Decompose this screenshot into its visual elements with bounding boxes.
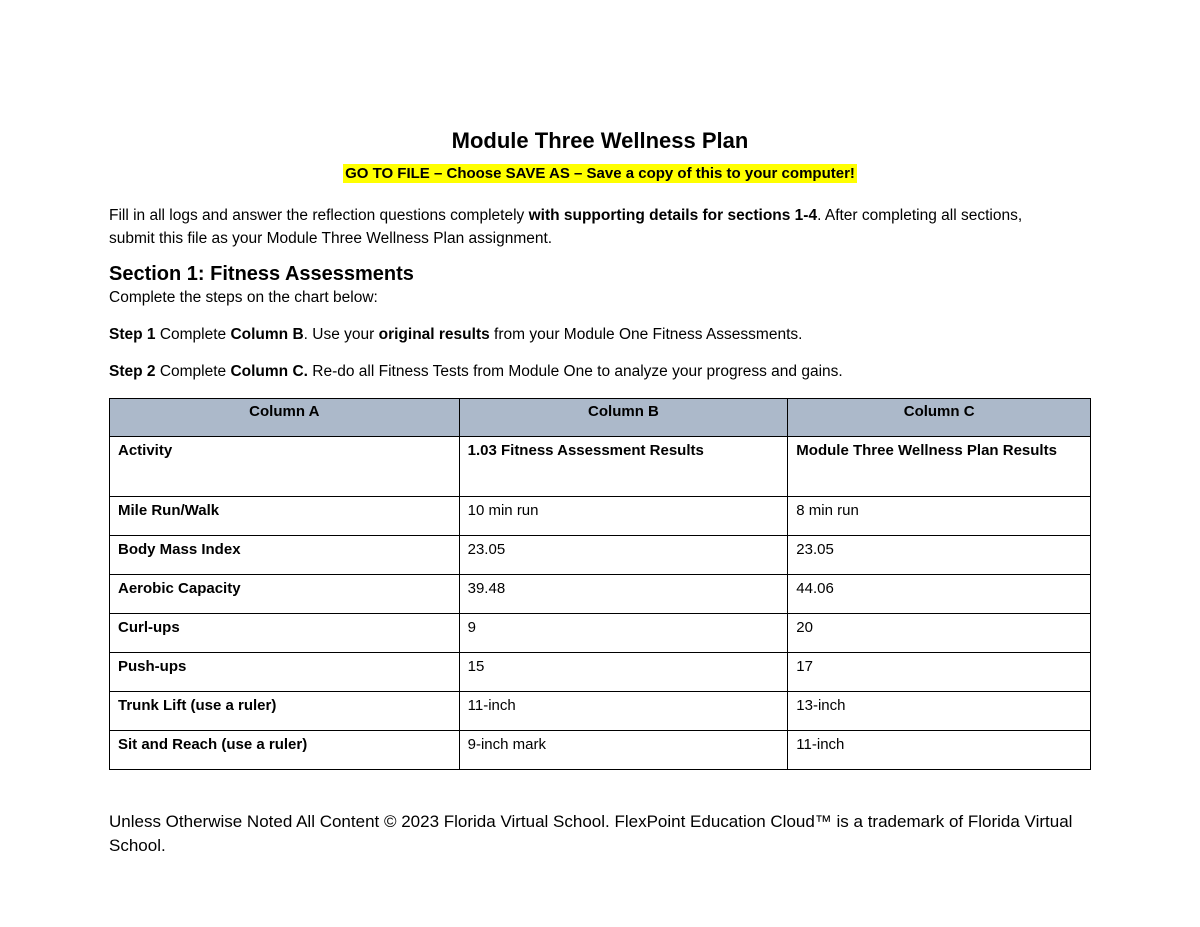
column-b-subheader: 1.03 Fitness Assessment Results [459, 437, 788, 497]
step-1-text-2: . Use your [303, 326, 379, 343]
save-instruction-banner-wrap [0, 165, 1200, 183]
table-row [110, 536, 1091, 575]
column-b-header: Column B [459, 399, 788, 437]
table-row [110, 614, 1091, 653]
step-1-text-1: Complete [155, 326, 231, 343]
column-c-cell[interactable]: 44.06 [788, 575, 1091, 614]
step-2-instruction [109, 363, 843, 381]
step-1-instruction [109, 326, 802, 344]
fitness-results-table [109, 398, 1091, 770]
column-a-header: Column A [110, 399, 460, 437]
save-instruction-banner: GO TO FILE – Choose SAVE AS – Save a copy of this to your computer! [345, 165, 855, 182]
section-1-heading: Section 1: Fitness Assessments [109, 263, 414, 285]
step-1-text-3: from your Module One Fitness Assessments. [489, 326, 803, 343]
activity-cell[interactable]: Push-ups [110, 653, 460, 692]
column-c-cell[interactable]: 13-inch [788, 692, 1091, 731]
table-header-row [110, 399, 1091, 437]
step-2-bold-1: Column C. [230, 363, 308, 380]
activity-cell[interactable]: Mile Run/Walk [110, 497, 460, 536]
copyright-footer: Unless Otherwise Noted All Content © 2023 Florida Virtual School. FlexPoint Education Cloud™ is a trademark of Florida Virtual School. [109, 812, 1073, 855]
table-row [110, 731, 1091, 770]
column-c-cell[interactable]: 8 min run [788, 497, 1091, 536]
column-b-cell[interactable]: 10 min run [459, 497, 788, 536]
step-2-text-1: Complete [155, 363, 231, 380]
activity-cell[interactable]: Aerobic Capacity [110, 575, 460, 614]
intro-text-1: Fill in all logs and answer the reflection questions completely [109, 207, 529, 224]
step-2-text-2: Re-do all Fitness Tests from Module One to analyze your progress and gains. [307, 363, 843, 380]
column-c-cell[interactable]: 23.05 [788, 536, 1091, 575]
intro-paragraph [109, 204, 1069, 250]
column-c-subheader: Module Three Wellness Plan Results [788, 437, 1091, 497]
table-row [110, 497, 1091, 536]
column-c-cell[interactable]: 11-inch [788, 731, 1091, 770]
column-b-cell[interactable]: 15 [459, 653, 788, 692]
step-1-bold-1: Column B [230, 326, 304, 343]
activity-cell[interactable]: Sit and Reach (use a ruler) [110, 731, 460, 770]
section-1-subtitle: Complete the steps on the chart below: [109, 289, 378, 306]
activity-subheader: Activity [110, 437, 460, 497]
page-title: Module Three Wellness Plan [451, 128, 749, 153]
intro-text-bold: with supporting details for sections 1-4 [528, 207, 818, 224]
column-b-cell[interactable]: 11-inch [459, 692, 788, 731]
table-row [110, 692, 1091, 731]
step-1-label: Step 1 [109, 326, 156, 343]
column-b-cell[interactable]: 9-inch mark [459, 731, 788, 770]
step-2-label: Step 2 [109, 363, 156, 380]
table-subheader-row [110, 437, 1091, 497]
column-c-cell[interactable]: 20 [788, 614, 1091, 653]
column-c-cell[interactable]: 17 [788, 653, 1091, 692]
column-b-cell[interactable]: 9 [459, 614, 788, 653]
column-b-cell[interactable]: 39.48 [459, 575, 788, 614]
step-1-bold-2: original results [378, 326, 490, 343]
activity-cell[interactable]: Trunk Lift (use a ruler) [110, 692, 460, 731]
activity-cell[interactable]: Curl-ups [110, 614, 460, 653]
column-b-cell[interactable]: 23.05 [459, 536, 788, 575]
intro-text-2: . After completing all sections, submit this file as your Module Three Wellness Plan assignment. [109, 207, 1023, 247]
activity-cell[interactable]: Body Mass Index [110, 536, 460, 575]
table-row [110, 653, 1091, 692]
column-c-header: Column C [788, 399, 1091, 437]
table-row [110, 575, 1091, 614]
